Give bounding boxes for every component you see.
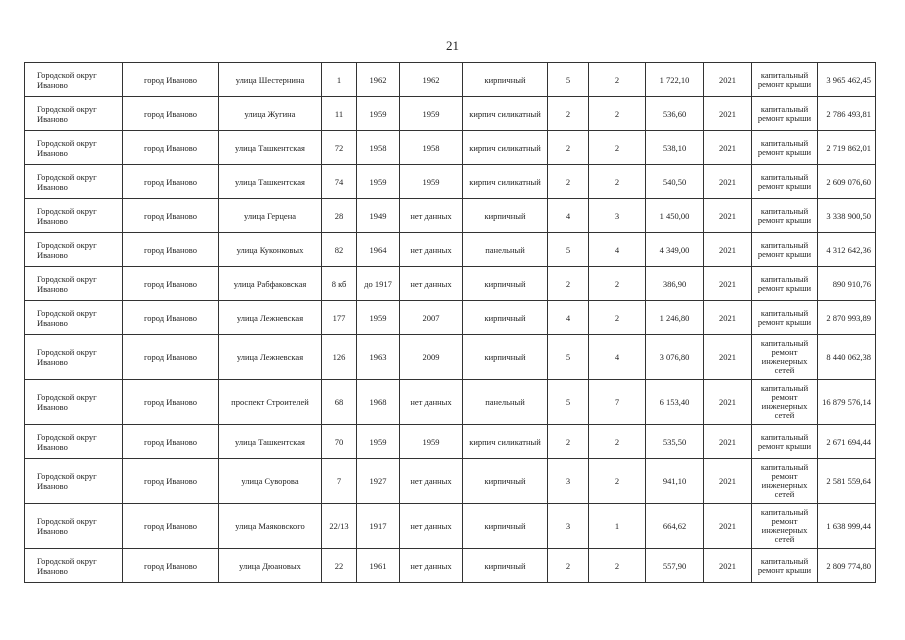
municipality-cell: Городской округ Иваново: [25, 504, 123, 549]
settlement-cell: город Иваново: [123, 301, 219, 335]
table-row: [25, 425, 876, 459]
table-row: [25, 267, 876, 301]
settlement-cell: город Иваново: [123, 425, 219, 459]
cost-cell: 2 671 694,44: [818, 425, 876, 459]
area-cell: 1 722,10: [646, 63, 704, 97]
cost-cell: 2 786 493,81: [818, 97, 876, 131]
municipality-cell: Городской округ Иваново: [25, 233, 123, 267]
floors-cell: 2: [548, 267, 589, 301]
street-cell: проспект Строителей: [219, 380, 322, 425]
area-cell: 6 153,40: [646, 380, 704, 425]
area-cell: 557,90: [646, 549, 704, 583]
year-built-cell: 1959: [357, 301, 400, 335]
entrances-cell: 2: [589, 459, 646, 504]
cost-cell: 3 965 462,45: [818, 63, 876, 97]
floors-cell: 3: [548, 504, 589, 549]
floors-cell: 2: [548, 549, 589, 583]
work-type-cell: капитальный ремонт крыши: [752, 425, 818, 459]
municipality-cell: Городской округ Иваново: [25, 267, 123, 301]
settlement-cell: город Иваново: [123, 97, 219, 131]
work-type-cell: капитальный ремонт крыши: [752, 97, 818, 131]
table-row: [25, 459, 876, 504]
cost-cell: 3 338 900,50: [818, 199, 876, 233]
area-cell: 4 349,00: [646, 233, 704, 267]
table-row: [25, 199, 876, 233]
table-row: [25, 549, 876, 583]
municipality-cell: Городской округ Иваново: [25, 199, 123, 233]
municipality-cell: Городской округ Иваново: [25, 459, 123, 504]
year-reconstruction-cell: нет данных: [400, 267, 463, 301]
floors-cell: 5: [548, 63, 589, 97]
floors-cell: 2: [548, 97, 589, 131]
municipality-cell: Городской округ Иваново: [25, 380, 123, 425]
street-cell: улица Рабфаковская: [219, 267, 322, 301]
floors-cell: 4: [548, 199, 589, 233]
settlement-cell: город Иваново: [123, 63, 219, 97]
municipality-cell: Городской округ Иваново: [25, 335, 123, 380]
wall-material-cell: кирпичный: [463, 459, 548, 504]
year-planned-cell: 2021: [704, 63, 752, 97]
settlement-cell: город Иваново: [123, 335, 219, 380]
table-row: [25, 233, 876, 267]
year-planned-cell: 2021: [704, 199, 752, 233]
year-built-cell: 1959: [357, 97, 400, 131]
house-number-cell: 8 кб: [322, 267, 357, 301]
wall-material-cell: кирпичный: [463, 504, 548, 549]
street-cell: улица Шестернина: [219, 63, 322, 97]
house-number-cell: 82: [322, 233, 357, 267]
year-built-cell: 1964: [357, 233, 400, 267]
year-built-cell: 1959: [357, 165, 400, 199]
cost-cell: 1 638 999,44: [818, 504, 876, 549]
house-number-cell: 28: [322, 199, 357, 233]
entrances-cell: 2: [589, 549, 646, 583]
table-row: [25, 63, 876, 97]
work-type-cell: капитальный ремонт крыши: [752, 63, 818, 97]
settlement-cell: город Иваново: [123, 549, 219, 583]
table-row: [25, 131, 876, 165]
area-cell: 386,90: [646, 267, 704, 301]
year-reconstruction-cell: 1959: [400, 165, 463, 199]
year-built-cell: 1961: [357, 549, 400, 583]
year-planned-cell: 2021: [704, 549, 752, 583]
wall-material-cell: кирпич силикатный: [463, 165, 548, 199]
entrances-cell: 3: [589, 199, 646, 233]
settlement-cell: город Иваново: [123, 199, 219, 233]
entrances-cell: 4: [589, 335, 646, 380]
floors-cell: 5: [548, 335, 589, 380]
entrances-cell: 7: [589, 380, 646, 425]
work-type-cell: капитальный ремонт крыши: [752, 301, 818, 335]
cost-cell: 2 609 076,60: [818, 165, 876, 199]
street-cell: улица Ташкентская: [219, 131, 322, 165]
area-cell: 536,60: [646, 97, 704, 131]
cost-cell: 2 581 559,64: [818, 459, 876, 504]
settlement-cell: город Иваново: [123, 380, 219, 425]
municipality-cell: Городской округ Иваново: [25, 425, 123, 459]
table-row: [25, 165, 876, 199]
settlement-cell: город Иваново: [123, 504, 219, 549]
work-type-cell: капитальный ремонт инженерных сетей: [752, 504, 818, 549]
work-type-cell: капитальный ремонт крыши: [752, 549, 818, 583]
wall-material-cell: кирпичный: [463, 549, 548, 583]
wall-material-cell: кирпичный: [463, 199, 548, 233]
floors-cell: 2: [548, 131, 589, 165]
area-cell: 1 246,80: [646, 301, 704, 335]
house-number-cell: 72: [322, 131, 357, 165]
year-reconstruction-cell: нет данных: [400, 199, 463, 233]
settlement-cell: город Иваново: [123, 131, 219, 165]
street-cell: улица Маяковского: [219, 504, 322, 549]
work-type-cell: капитальный ремонт инженерных сетей: [752, 380, 818, 425]
year-reconstruction-cell: нет данных: [400, 233, 463, 267]
floors-cell: 5: [548, 380, 589, 425]
year-built-cell: 1958: [357, 131, 400, 165]
street-cell: улица Куконковых: [219, 233, 322, 267]
table-row: [25, 97, 876, 131]
floors-cell: 3: [548, 459, 589, 504]
year-planned-cell: 2021: [704, 233, 752, 267]
floors-cell: 2: [548, 425, 589, 459]
area-cell: 1 450,00: [646, 199, 704, 233]
house-number-cell: 11: [322, 97, 357, 131]
year-planned-cell: 2021: [704, 380, 752, 425]
house-number-cell: 1: [322, 63, 357, 97]
settlement-cell: город Иваново: [123, 459, 219, 504]
year-planned-cell: 2021: [704, 165, 752, 199]
municipality-cell: Городской округ Иваново: [25, 165, 123, 199]
year-planned-cell: 2021: [704, 459, 752, 504]
street-cell: улица Ташкентская: [219, 425, 322, 459]
street-cell: улица Лежневская: [219, 335, 322, 380]
street-cell: улица Лежневская: [219, 301, 322, 335]
street-cell: улица Жугина: [219, 97, 322, 131]
settlement-cell: город Иваново: [123, 233, 219, 267]
year-planned-cell: 2021: [704, 97, 752, 131]
year-planned-cell: 2021: [704, 301, 752, 335]
year-built-cell: 1963: [357, 335, 400, 380]
entrances-cell: 2: [589, 131, 646, 165]
area-cell: 540,50: [646, 165, 704, 199]
cost-cell: 890 910,76: [818, 267, 876, 301]
street-cell: улица Ташкентская: [219, 165, 322, 199]
year-built-cell: 1917: [357, 504, 400, 549]
entrances-cell: 2: [589, 165, 646, 199]
area-cell: 538,10: [646, 131, 704, 165]
work-type-cell: капитальный ремонт крыши: [752, 199, 818, 233]
area-cell: 3 076,80: [646, 335, 704, 380]
table-row: [25, 380, 876, 425]
wall-material-cell: кирпичный: [463, 335, 548, 380]
table-row: [25, 504, 876, 549]
house-number-cell: 22/13: [322, 504, 357, 549]
entrances-cell: 2: [589, 267, 646, 301]
year-built-cell: 1927: [357, 459, 400, 504]
house-number-cell: 70: [322, 425, 357, 459]
area-cell: 535,50: [646, 425, 704, 459]
municipality-cell: Городской округ Иваново: [25, 63, 123, 97]
year-built-cell: до 1917: [357, 267, 400, 301]
cost-cell: 2 870 993,89: [818, 301, 876, 335]
floors-cell: 5: [548, 233, 589, 267]
wall-material-cell: кирпичный: [463, 267, 548, 301]
house-number-cell: 22: [322, 549, 357, 583]
street-cell: улица Дюановых: [219, 549, 322, 583]
settlement-cell: город Иваново: [123, 267, 219, 301]
year-built-cell: 1968: [357, 380, 400, 425]
entrances-cell: 4: [589, 233, 646, 267]
page-number: 21: [446, 38, 459, 53]
entrances-cell: 2: [589, 97, 646, 131]
work-type-cell: капитальный ремонт крыши: [752, 131, 818, 165]
work-type-cell: капитальный ремонт инженерных сетей: [752, 459, 818, 504]
year-planned-cell: 2021: [704, 131, 752, 165]
year-planned-cell: 2021: [704, 425, 752, 459]
year-built-cell: 1949: [357, 199, 400, 233]
table-row: [25, 301, 876, 335]
year-planned-cell: 2021: [704, 267, 752, 301]
municipality-cell: Городской округ Иваново: [25, 97, 123, 131]
year-reconstruction-cell: 1959: [400, 425, 463, 459]
floors-cell: 4: [548, 301, 589, 335]
cost-cell: 2 809 774,80: [818, 549, 876, 583]
housing-repair-table: [24, 62, 876, 583]
work-type-cell: капитальный ремонт крыши: [752, 165, 818, 199]
wall-material-cell: кирпич силикатный: [463, 131, 548, 165]
work-type-cell: капитальный ремонт крыши: [752, 233, 818, 267]
year-planned-cell: 2021: [704, 504, 752, 549]
cost-cell: 4 312 642,36: [818, 233, 876, 267]
house-number-cell: 7: [322, 459, 357, 504]
house-number-cell: 177: [322, 301, 357, 335]
house-number-cell: 126: [322, 335, 357, 380]
municipality-cell: Городской округ Иваново: [25, 131, 123, 165]
floors-cell: 2: [548, 165, 589, 199]
year-reconstruction-cell: 2009: [400, 335, 463, 380]
cost-cell: 8 440 062,38: [818, 335, 876, 380]
year-reconstruction-cell: нет данных: [400, 504, 463, 549]
wall-material-cell: кирпичный: [463, 63, 548, 97]
year-reconstruction-cell: 1959: [400, 97, 463, 131]
municipality-cell: Городской округ Иваново: [25, 549, 123, 583]
wall-material-cell: кирпичный: [463, 301, 548, 335]
year-planned-cell: 2021: [704, 335, 752, 380]
year-built-cell: 1962: [357, 63, 400, 97]
year-reconstruction-cell: 2007: [400, 301, 463, 335]
year-reconstruction-cell: 1958: [400, 131, 463, 165]
area-cell: 941,10: [646, 459, 704, 504]
house-number-cell: 74: [322, 165, 357, 199]
street-cell: улица Суворова: [219, 459, 322, 504]
entrances-cell: 2: [589, 425, 646, 459]
year-reconstruction-cell: нет данных: [400, 549, 463, 583]
street-cell: улица Герцена: [219, 199, 322, 233]
entrances-cell: 2: [589, 301, 646, 335]
year-built-cell: 1959: [357, 425, 400, 459]
house-number-cell: 68: [322, 380, 357, 425]
work-type-cell: капитальный ремонт крыши: [752, 267, 818, 301]
cost-cell: 16 879 576,14: [818, 380, 876, 425]
work-type-cell: капитальный ремонт инженерных сетей: [752, 335, 818, 380]
area-cell: 664,62: [646, 504, 704, 549]
wall-material-cell: панельный: [463, 233, 548, 267]
wall-material-cell: кирпич силикатный: [463, 97, 548, 131]
cost-cell: 2 719 862,01: [818, 131, 876, 165]
wall-material-cell: кирпич силикатный: [463, 425, 548, 459]
entrances-cell: 2: [589, 63, 646, 97]
year-reconstruction-cell: нет данных: [400, 459, 463, 504]
year-reconstruction-cell: нет данных: [400, 380, 463, 425]
wall-material-cell: панельный: [463, 380, 548, 425]
municipality-cell: Городской округ Иваново: [25, 301, 123, 335]
table-row: [25, 335, 876, 380]
settlement-cell: город Иваново: [123, 165, 219, 199]
year-reconstruction-cell: 1962: [400, 63, 463, 97]
entrances-cell: 1: [589, 504, 646, 549]
